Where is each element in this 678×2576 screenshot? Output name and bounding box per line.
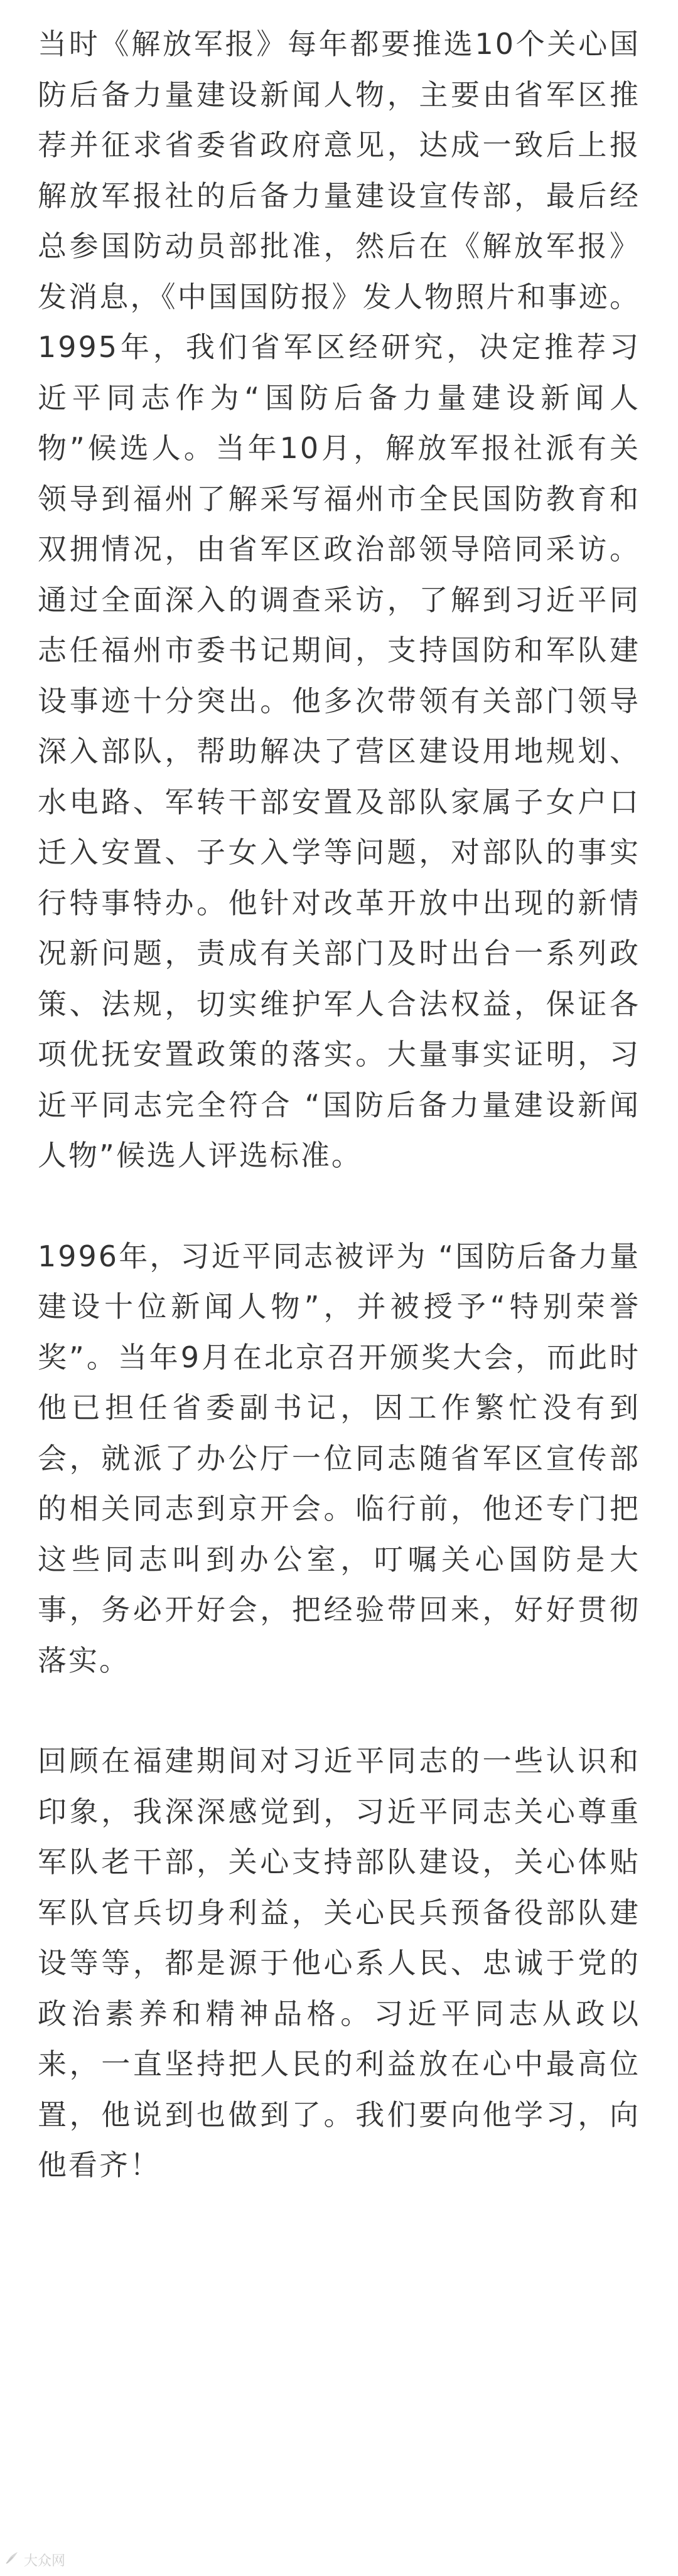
paragraph-2: 1996年，习近平同志被评为 “国防后备力量建设十位新闻人物”，并被授予“特别荣誉奖”。当年9月在北京召开颁奖大会，而此时他已担任省委副书记，因工作繁忙没有到会，就派了办公厅一位同志随省军区宣传部的相关同志到京开会。临行前，他还专门把这些同志叫到办公室，叮嘱关心国防是大事，务必开好会，把经验带回来，好好贯彻落实。 bbox=[38, 1239, 640, 1677]
article-body bbox=[38, 19, 640, 2191]
feather-logo-icon bbox=[4, 2550, 20, 2570]
watermark bbox=[4, 2550, 65, 2570]
watermark-text: 大众网 bbox=[24, 2553, 66, 2569]
paragraph-3: 回顾在福建期间对习近平同志的一些认识和印象，我深深感觉到，习近平同志关心尊重军队老干部，关心支持部队建设，关心体贴军队官兵切身利益，关心民兵预备役部队建设等等，都是源于他心系人民、忠诚于党的政治素养和精神品格。习近平同志从政以来，一直坚持把人民的利益放在心中最高位置，他说到也做到了。我们要向他学习，向他看齐！ bbox=[38, 1744, 640, 2182]
paragraph-1: 当时《解放军报》每年都要推选10个关心国防后备力量建设新闻人物，主要由省军区推荐并征求省委省政府意见，达成一致后上报解放军报社的后备力量建设宣传部，最后经总参国防动员部批准，然后在《解放军报》发消息，《中国国防报》发人物照片和事迹。1995年，我们省军区经研究，决定推荐习近平同志作为“国防后备力量建设新闻人物”候选人。当年10月，解放军报社派有关领导到福州了解采写福州市全民国防教育和双拥情况，由省军区政治部领导陪同采访。通过全面深入的调查采访，了解到习近平同志任福州市委书记期间，支持国防和军队建设事迹十分突出。他多次带领有关部门领导深入部队，帮助解决了营区建设用地规划、水电路、军转干部安置及部队家属子女户口迁入安置、子女入学等问题，对部队的事实行特事特办。他针对改革开放中出现的新情况新问题，责成有关部门及时出台一系列政策、法规，切实维护军人合法权益，保证各项优抚安置政策的落实。大量事实证明，习近平同志完全符合 “国防后备力量建设新闻人物”候选人评选标准。 bbox=[38, 27, 640, 1172]
